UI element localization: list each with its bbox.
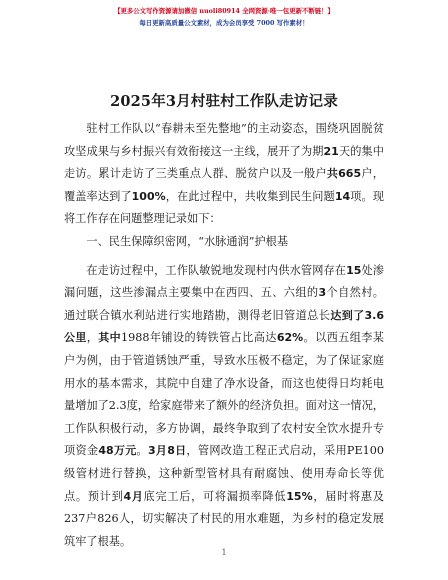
banner-line-promo: 【更多公文写作资源请加微信 nuoli80914 全网资源·唯一包更新不断链！】 [114,7,334,15]
water-figure: 15% [286,489,313,503]
water-figure: 62% [276,331,304,345]
water-figure: 3 [318,286,327,300]
banner-line-subscribe: 每日更新高质量公文素材，成为会员享受 7000 写作素材！ [139,19,309,27]
intro-figure: 14 [334,189,351,203]
water-figure: 其中 [98,331,121,345]
paragraph-water-supply: 在走访过程中，工作队敏锐地发现村内供水管网存在15处渗漏问题，这些渗漏点主要集中在西四、五、六组的3个自然村。通过联合镇水利站进行实地踏勘，测得老旧管道总长达到了3.6公里，其中1988年铺设的铸铁管占比高达62%。以西五组李某户为例，由于管道锈蚀严重，导致水压极不稳定，为了保证家庭用水的基本需求，其院中自建了净水设备，而这也使得日均耗电量增加了2.3度，给家庭带来了额外的经济负担。面对这一情况，工作队积极行动，多方协调，最终争取到了农村安全饮水提升专项资金48万元。3月8日，管网改造工程正式启动，采用PE100级管材进行替换，这种新型管材具有耐腐蚀、使用寿命长等优点。预计到4月底完工后，可将漏损率降低15%，届时将惠及237户826人，切实解决了村民的用水难题，为乡村的稳定发展筑牢了根基。 [64,263,384,548]
document-body [64,118,384,553]
water-figure: 4月 [123,489,144,503]
water-figure: 15 [346,263,362,277]
paragraph-intro: 驻村工作队以“春耕未至先整地”的主动姿态，围绕巩固脱贫攻坚成果与乡村振兴有效衔接这一主线，展开了为期21天的集中走访。累计走访了三类重点人群、脱贫户以及一般户共665户，覆盖率达到了100%，在此过程中，共收集到民生问题14项。现将工作存在问题整理记录如下： [64,122,384,226]
water-figure: 达到了3.6公里 [64,308,384,345]
water-figure: 3月8日 [148,444,187,458]
document-title: 2025年3月村驻村工作队走访记录 [110,93,338,110]
intro-figure: 100% [131,189,166,203]
page-number: 1 [221,548,227,557]
water-figure: 48万元 [98,444,137,458]
intro-figure: 21 [323,144,339,158]
section-heading: 一、民生保障织密网，“水脉通润”护根基 [86,234,289,248]
intro-figure: 共665 [326,167,362,181]
header-banner [0,5,448,29]
